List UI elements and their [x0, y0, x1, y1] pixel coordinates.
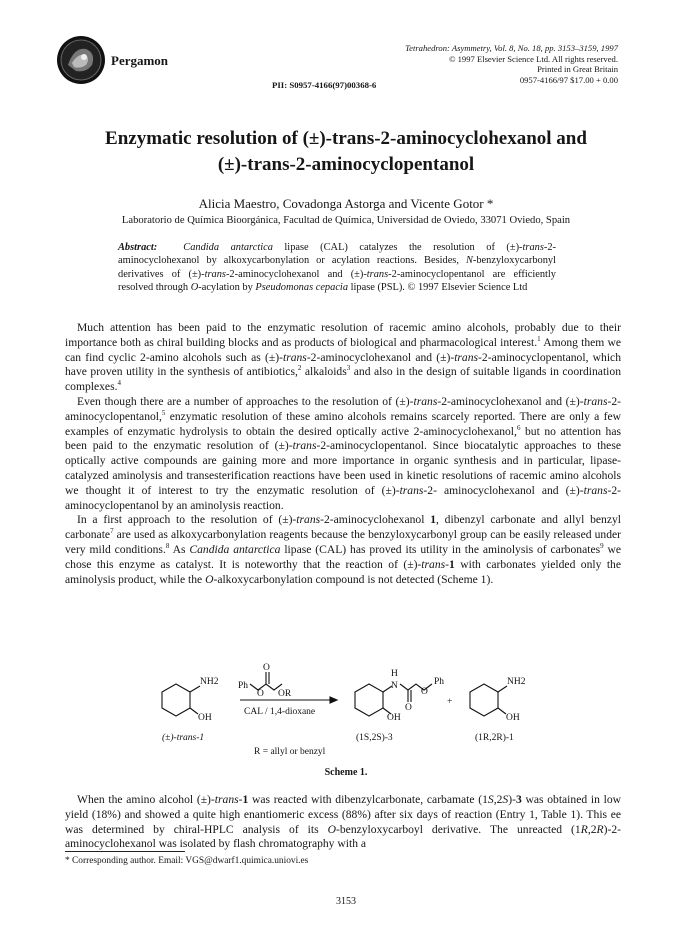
paragraph: Even though there are a number of approaches to the resolution of (±)-trans-2-aminocyclohexanol and (±)-trans-2-aminocyclopentanol,$^5$ enzymatic resolution of these amino alcohols remains scarcely reported. There are only a few examples of enzymatic hydrolysis to obtain the desired optically active 2-aminocyclohexanol,$^6$ but no attention has been paid to the enzymatic resolution of (±)-trans-2-aminocyclopentanol. Since biocatalytic approaches to these optically active compounds are gaining more and more importance in organic synthesis and in particular, lipase-catalyzed aminolysis and transesterification reactions have been used in kinetic resolutions of racemic amino alcohols we thought it of interest to try the enzymatic resolution of (±)-trans-2- aminocyclohexanol and (±)-trans-2-aminocyclopentanol by an aminolysis reaction.	[65, 394, 621, 512]
journal-citation: Tetrahedron: Asymmetry, Vol. 8, No. 18, pp. 3153–3159, 1997	[405, 43, 618, 53]
article-title	[0, 126, 692, 178]
plus-sign: +	[447, 697, 453, 707]
pii-code: PII: S0957-4166(97)00368-6	[272, 80, 377, 90]
product-nh-h-label: H	[391, 669, 398, 679]
title-line-1: Enzymatic resolution of (±)-trans-2-aminocyclohexanol and	[105, 128, 587, 149]
footnote-divider	[65, 851, 185, 852]
page-number: 3153	[336, 896, 356, 907]
p1-oh-label: OH	[506, 713, 520, 723]
product-ph-label: Ph	[434, 677, 445, 687]
product-o-label: O	[421, 687, 428, 697]
publisher-name: Pergamon	[111, 53, 169, 68]
title-line-2: (±)-trans-2-aminocyclopentanol	[217, 154, 475, 175]
body-text-continued	[65, 793, 621, 852]
product-3-label: (1S,2S)-3	[356, 733, 393, 743]
corresponding-author-footnote: * Corresponding author. Email: VGS@dwarf1.quimica.uniovi.es	[65, 856, 309, 866]
author-list: Alicia Maestro, Covadonga Astorga and Vicente Gotor *	[198, 196, 494, 211]
affiliation: Laboratorio de Química Bioorgánica, Facultad de Química, Universidad de Oviedo, 33071 Oviedo, Spain	[121, 215, 571, 226]
r-definition: R = allyl or benzyl	[254, 747, 326, 757]
paragraph: In a first approach to the resolution of (±)-trans-2-aminocyclohexanol 1, dibenzyl carbonate and allyl benzyl carbonate$^7$ are used as alkoxycarbonylation reagents because the benzyloxycarbonyl group can be easily released under very mild conditions.$^8$ As Candida antarctica lipase (CAL) has proved its utility in the aminolysis of carbonates$^9$ we chose this enzyme as catalyst. It is noteworthy that the reaction of (±)-trans-1 with carbonates yielded only the aminolysis product, while the O-alkoxycarbonylation compound is not detected (Scheme 1).	[65, 513, 622, 586]
scheme-1-diagram	[140, 662, 560, 780]
reagent-o-label: O	[257, 689, 264, 699]
copyright-line: © 1997 Elsevier Science Ltd. All rights reserved.	[448, 53, 618, 64]
abstract	[118, 241, 556, 294]
publisher-logo	[56, 35, 106, 85]
reagent-ph-label: Ph	[238, 681, 249, 691]
reaction-conditions: CAL / 1,4-dioxane	[244, 707, 316, 717]
product-1-label: (1R,2R)-1	[475, 733, 514, 743]
sm-compound-label: (±)-trans-1	[162, 733, 205, 743]
product-carbonyl-o-label: O	[405, 703, 412, 713]
abstract-text: Candida antarctica lipase (CAL) catalyzes the resolution of (±)-trans-2-aminocyclohexanol by alkoxycarbonylation or acylation reactions. Besides, N-benzyloxycarbonyl derivatives of (±)-trans-2-aminocyclohexanol and (±)-trans-2-aminocyclopentanol are efficiently resolved through O-acylation by Pseudomonas cepacia lipase (PSL). © 1997 Elsevier Science Ltd	[118, 242, 557, 293]
printed-line: Printed in Great Britain	[537, 64, 618, 75]
reagent-or-label: OR	[278, 689, 292, 699]
reagent-carbonyl-label: O	[263, 663, 270, 673]
product-oh-label: OH	[387, 713, 401, 723]
scheme-caption: Scheme 1.	[324, 767, 368, 778]
product-n-label: N	[391, 681, 398, 691]
body-text	[65, 321, 621, 587]
sm-oh-label: OH	[198, 713, 212, 723]
p1-nh2-label: NH2	[507, 677, 526, 687]
price-code: 0957-4166/97 $17.00 + 0.00	[519, 74, 618, 85]
paragraph: Much attention has been paid to the enzymatic resolution of racemic amino alcohols, probably due to their importance both as chiral building blocks and as products of biological and pharmacological interest.$^1$ Among them we can find cyclic 2-amino alcohols such as (±)-trans-2-aminocyclohexanol and (±)-trans-2-aminocyclopentanol, which have proven utility in the synthesis of antibiotics,$^2$ alkaloids$^3$ and also in the design of suitable ligands in coordination complexes.$^4$	[65, 321, 622, 394]
paragraph: When the amino alcohol (±)-trans-1 was reacted with dibenzylcarbonate, carbamate (1S,2S)-3 was obtained in low yield (18%) and showed a quite high enantiomeric excess (88%) after six days of reaction (Entry 1, Table 1). This ee was determined by chiral-HPLC analysis of its O-benzyloxycarboyl derivative. The unreacted (1R,2R)-2-aminocyclohexanol was isolated by flash chromatography with a	[65, 793, 621, 851]
sm-nh2-label: NH2	[200, 677, 219, 687]
abstract-label: Abstract:	[118, 242, 158, 253]
